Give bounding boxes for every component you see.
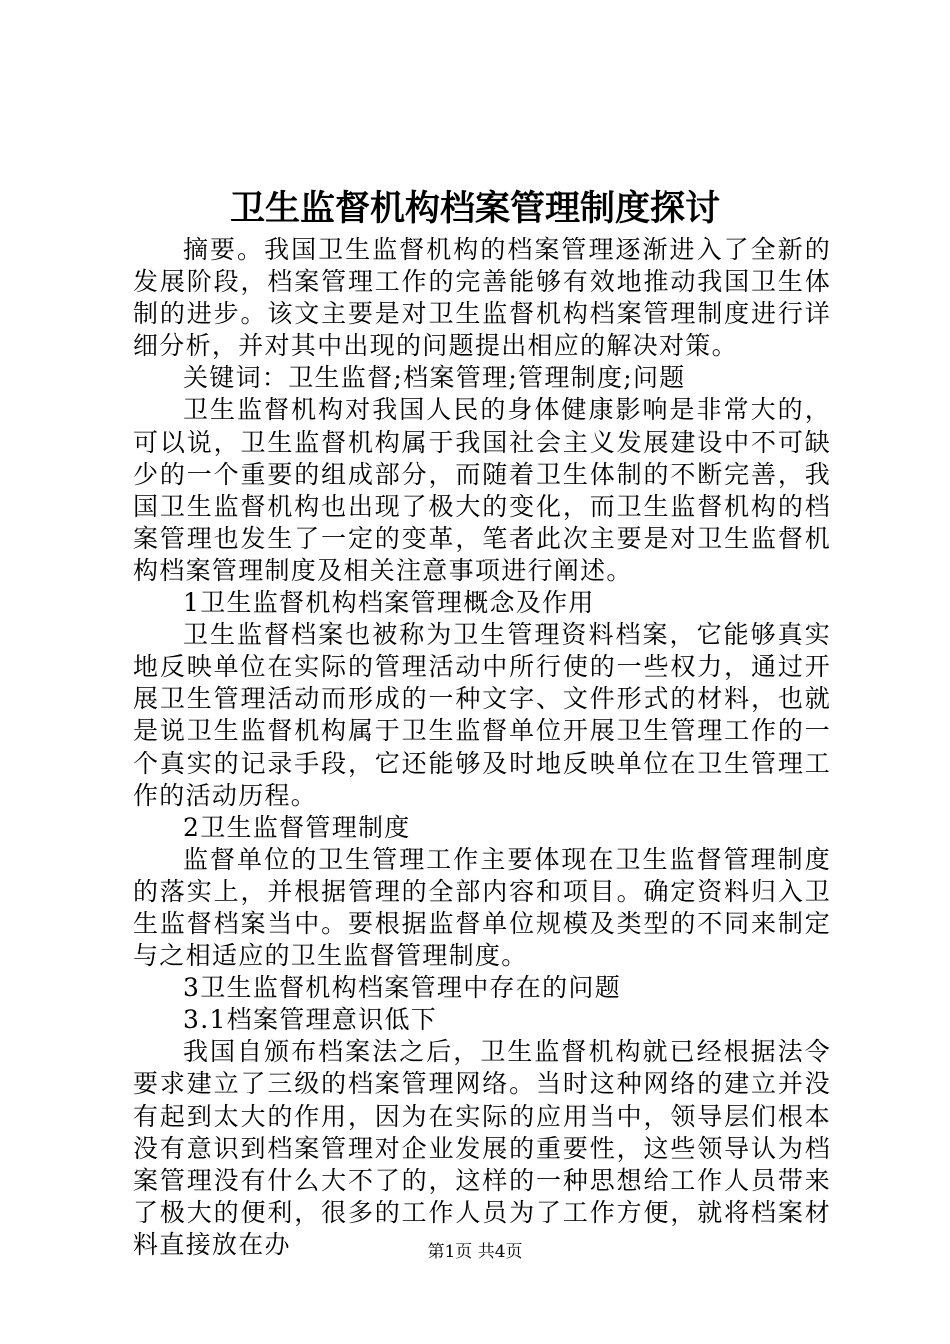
document-title: 卫生监督机构档案管理制度探讨 — [229, 188, 720, 229]
document-body — [133, 234, 831, 1261]
section-3-1-paragraph: 我国自颁布档案法之后，卫生监督机构就已经根据法令要求建立了三级的档案管理网络。当时这种网络的建立并没有起到太大的作用，因为在实际的应用当中，领导层们根本没有意识到档案管理对企业发展的重要性，这些领导认为档案管理没有什么大不了的，这样的一种思想给工作人员带来了极大的便利，很多的工作人员为了工作方便，就将档案材料直接放在办 — [133, 1037, 831, 1259]
page-footer: 第1页 共4页 — [427, 1242, 523, 1262]
section-heading-1: 1卫生监督机构档案管理概念及作用 — [183, 588, 595, 618]
abstract-paragraph: 摘要。我国卫生监督机构的档案管理逐渐进入了全新的发展阶段，档案管理工作的完善能够有效地推动我国卫生体制的进步。该文主要是对卫生监督机构档案管理制度进行详细分析，并对其中出现的问题提出相应的解决对策。 — [133, 235, 831, 361]
section-heading-3: 3卫生监督机构档案管理中存在的问题 — [183, 973, 622, 1003]
subsection-heading-3-1: 3.1档案管理意识低下 — [183, 1005, 438, 1035]
section-2-paragraph: 监督单位的卫生管理工作主要体现在卫生监督管理制度的落实上，并根据管理的全部内容和项目。确定资料归入卫生监督档案当中。要根据监督单位规模及类型的不同来制定与之相适应的卫生监督管理制度。 — [133, 844, 831, 971]
section-1-paragraph: 卫生监督档案也被称为卫生管理资料档案，它能够真实地反映单位在实际的管理活动中所行使的一些权力，通过开展卫生管理活动而形成的一种文字、文件形式的材料，也就是说卫生监督机构属于卫生监督单位开展卫生管理工作的一个真实的记录手段，它还能够及时地反映单位在卫生管理工作的活动历程。 — [133, 620, 831, 810]
section-heading-2: 2卫生监督管理制度 — [183, 812, 411, 842]
intro-paragraph: 卫生监督机构对我国人民的身体健康影响是非常大的，可以说，卫生监督机构属于我国社会主义发展建设中不可缺少的一个重要的组成部分，而随着卫生体制的不断完善，我国卫生监督机构也出现了极大的变化，而卫生监督机构的档案管理也发生了一定的变革，笔者此次主要是对卫生监督机构档案管理制度及相关注意事项进行阐述。 — [133, 395, 831, 585]
keywords-paragraph: 关键词：卫生监督;档案管理;管理制度;问题 — [183, 363, 686, 393]
